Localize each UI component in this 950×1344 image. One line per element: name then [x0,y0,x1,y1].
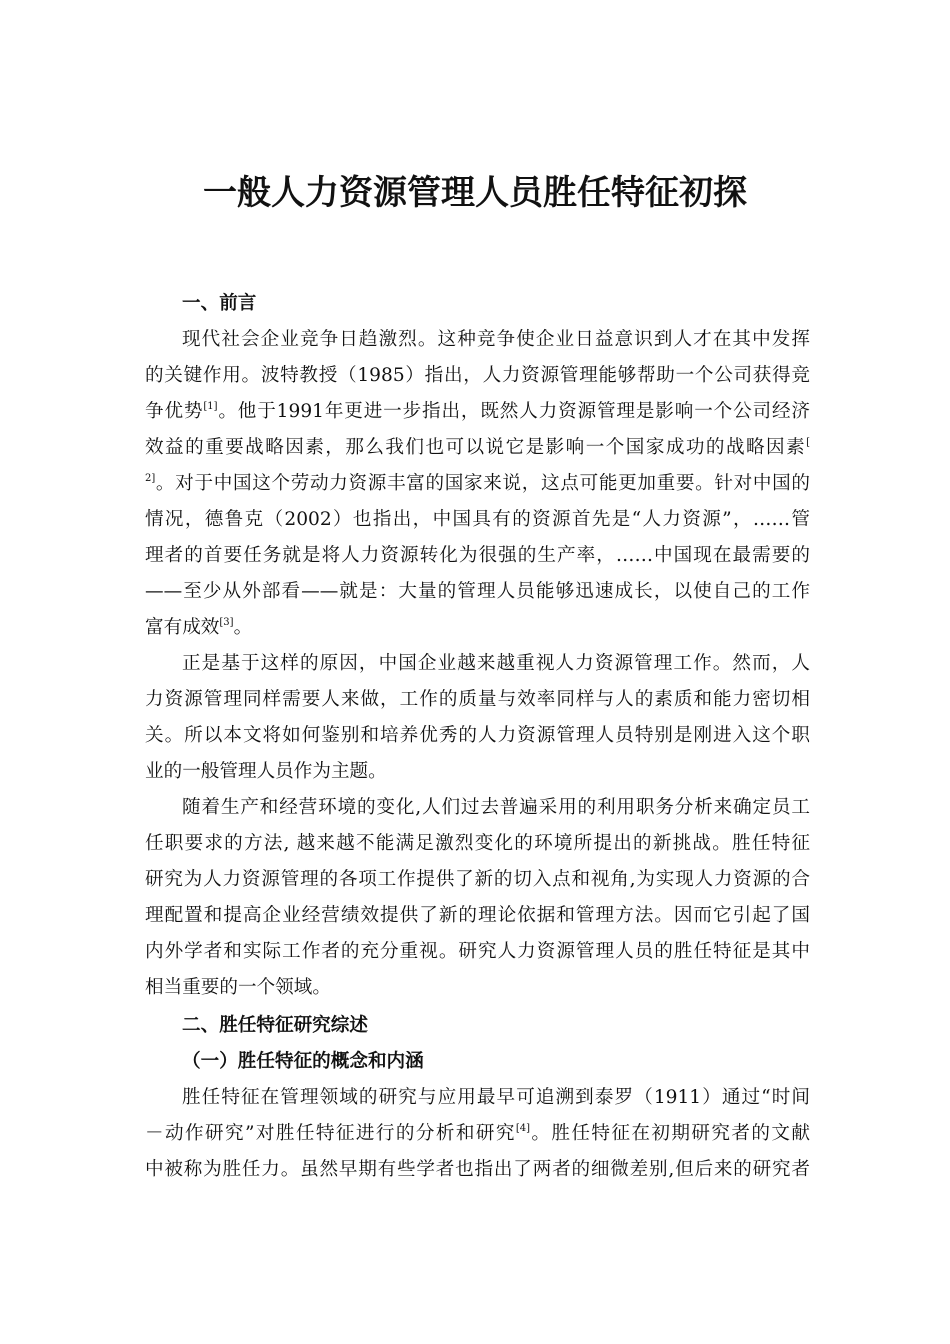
paragraph-line: 中被称为胜任力。虽然早期有些学者也指出了两者的细微差别,但后来的研究者 [145,1159,810,1180]
section-heading-review: 二、胜任特征研究综述 [182,1015,368,1036]
citation-ref: [4] [515,1123,531,1134]
text-run: －动作研究”对胜任特征进行的分析和研究 [145,1123,516,1144]
text-run: 。胜任特征在初期研究者的文献 [530,1123,810,1144]
paragraph-line: 理者的首要任务就是将人力资源转化为很强的生产率，……中国现在最需要的 [145,545,810,566]
citation-ref: [1] [203,401,218,412]
citation-ref: [ [806,437,810,448]
paragraph-line: 随着生产和经营环境的变化,人们过去普遍采用的利用职务分析来确定员工 [182,797,810,818]
paragraph-line: 业的一般管理人员作为主题。 [145,761,387,782]
text-run: 。 [233,617,253,638]
paragraph-line: 正是基于这样的原因，中国企业越来越重视人力资源管理工作。然而，人 [182,653,810,674]
citation-ref: 2] [145,473,156,484]
document-title: 一般人力资源管理人员胜任特征初探 [203,173,747,213]
paragraph-line [145,397,810,427]
paragraph-line: 理配置和提高企业经营绩效提供了新的理论依据和管理方法。因而它引起了国 [145,905,810,926]
text-run: 富有成效 [145,617,220,638]
citation-ref: [3] [219,617,234,628]
subsection-heading-concept: （一）胜任特征的概念和内涵 [182,1051,424,1072]
text-run: 。对于中国这个劳动力资源丰富的国家来说，这点可能更加重要。针对中国的 [155,473,810,494]
text-run: 。他于1991年更进一步指出，既然人力资源管理是影响一个公司经济 [217,401,810,422]
paragraph-line: 现代社会企业竞争日趋激烈。这种竞争使企业日益意识到人才在其中发挥 [182,329,810,350]
text-run: 争优势 [145,401,204,422]
paragraph-line: 关。所以本文将如何鉴别和培养优秀的人力资源管理人员特别是刚进入这个职 [145,725,810,746]
paragraph-line: 胜任特征在管理领域的研究与应用最早可追溯到泰罗（1911）通过“时间 [182,1087,810,1108]
paragraph-line: 内外学者和实际工作者的充分重视。研究人力资源管理人员的胜任特征是其中 [145,941,810,962]
text-run: 效益的重要战略因素，那么我们也可以说它是影响一个国家成功的战略因素 [145,437,807,458]
paragraph-line: ——至少从外部看——就是：大量的管理人员能够迅速成长，以使自己的工作 [145,581,810,602]
paragraph-line: 情况，德鲁克（2002）也指出，中国具有的资源首先是“人力资源”，……管 [145,509,810,530]
paragraph-line [145,433,810,463]
paragraph-line: 研究为人力资源管理的各项工作提供了新的切入点和视角,为实现人力资源的合 [145,869,810,890]
paragraph-line [145,613,810,643]
paragraph-line: 力资源管理同样需要人来做，工作的质量与效率同样与人的素质和能力密切相 [145,689,810,710]
paragraph-line: 相当重要的一个领域。 [145,977,331,998]
paragraph-line: 的关键作用。波特教授（1985）指出，人力资源管理能够帮助一个公司获得竞 [145,365,810,386]
section-heading-preface: 一、前言 [182,293,257,314]
paragraph-line: 任职要求的方法, 越来越不能满足激烈变化的环境所提出的新挑战。胜任特征 [145,833,810,854]
paragraph-line [145,1119,810,1149]
paragraph-line [145,469,810,499]
